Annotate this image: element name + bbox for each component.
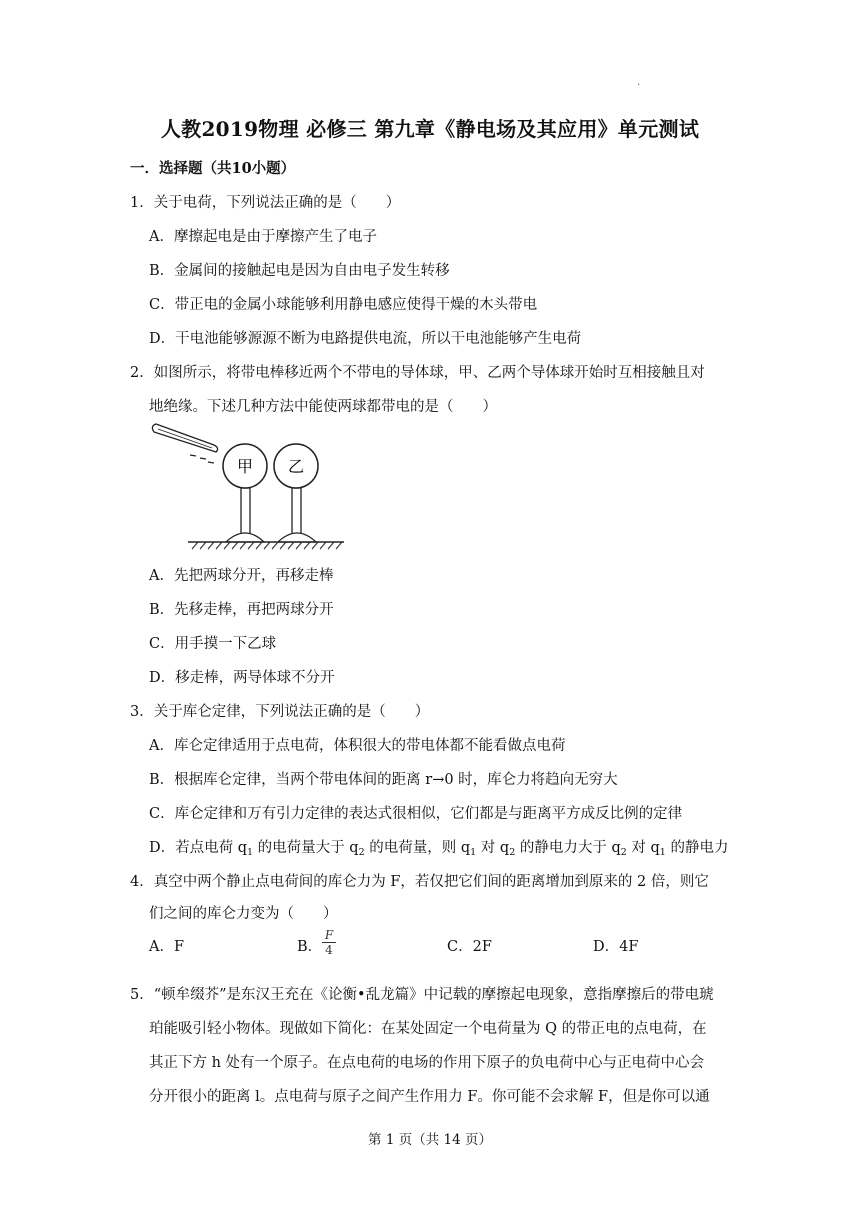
insulating-stands: [226, 488, 316, 542]
question-4-option-b-fraction: [322, 929, 336, 956]
question-2-stem-line-1: 2．如图所示，将带电棒移近两个不带电的导体球，甲、乙两个导体球开始时互相接触且对: [130, 365, 705, 381]
question-4-option-a: A．F: [149, 939, 185, 955]
question-4-option-b-label: B．: [297, 939, 323, 955]
negative-charge-marks: [190, 455, 214, 463]
question-2-option-a: A．先把两球分开，再移走棒: [149, 568, 334, 584]
q3d-sub-2: 2: [358, 847, 365, 858]
q3d-text-4: 对 q: [476, 840, 510, 856]
question-2-option-d: D．移走棒，两导体球不分开: [149, 670, 335, 686]
q3d-text-6: 对 q: [626, 840, 660, 856]
question-3-option-a: A．库仑定律适用于点电荷，体积很大的带电体都不能看做点电荷: [149, 738, 566, 754]
q3d-sub-5: 2: [620, 847, 627, 858]
sphere-yi-label: 乙: [287, 457, 305, 476]
corner-mark: ·: [637, 80, 641, 91]
question-2-figure: [150, 418, 350, 554]
q3d-text-2: 的电荷量大于 q: [253, 840, 359, 856]
question-2-stem-line-2: 地绝缘。下述几种方法中能使两球都带电的是（ ）: [149, 399, 497, 415]
page-footer: 第 1 页（共 14 页）: [368, 1132, 492, 1148]
question-2-option-c: C．用手摸一下乙球: [149, 636, 277, 652]
question-3-option-c: C．库仑定律和万有引力定律的表达式很相似，它们都是与距离平方成反比例的定律: [149, 806, 683, 822]
section-heading: 一．选择题（共10小题）: [130, 160, 296, 177]
q3d-sub-3: 1: [470, 847, 477, 858]
question-1-option-b: B．金属间的接触起电是因为自由电子发生转移: [149, 263, 450, 279]
question-1-option-a: A．摩擦起电是由于摩擦产生了电子: [149, 229, 377, 245]
question-2-option-b: B．先移走棒，再把两球分开: [149, 602, 334, 618]
page-title: 人教2019物理 必修三 第九章《静电场及其应用》单元测试: [160, 117, 700, 141]
question-1-stem: 1．关于电荷，下列说法正确的是（ ）: [130, 195, 401, 211]
question-1-option-c: C．带正电的金属小球能够利用静电感应使得干燥的木头带电: [149, 297, 538, 313]
q3d-text-5: 的静电力大于 q: [515, 840, 621, 856]
question-3-option-d: [149, 836, 728, 858]
question-4-stem-line-1: 4．真空中两个静止点电荷间的库仑力为 F，若仅把它们间的距离增加到原来的 2 倍，则它: [130, 874, 709, 890]
question-5-line-3: 其正下方 h 处有一个原子。在点电荷的电场的作用下原子的负电荷中心与正电荷中心会: [149, 1055, 705, 1071]
question-4-option-c: C．2F: [447, 939, 492, 955]
question-3-option-b: B．根据库仑定律，当两个带电体间的距离 r→0 时，库仑力将趋向无穷大: [149, 772, 618, 788]
question-5-line-1: 5．“顿牟缀芥”是东汉王充在《论衡•乱龙篇》中记载的摩擦起电现象，意指摩擦后的带电琥: [130, 987, 714, 1003]
ground-hatching: [188, 542, 344, 549]
fraction-numerator: F: [324, 928, 334, 942]
q3d-text-3: 的电荷量，则 q: [364, 840, 471, 856]
question-5-line-2: 珀能吸引轻小物体。现做如下简化：在某处固定一个电荷量为 Q 的带正电的点电荷，在: [149, 1021, 707, 1037]
question-5-line-4: 分开很小的距离 l。点电荷与原子之间产生作用力 F。你可能不会求解 F，但是你可以通: [149, 1089, 710, 1105]
q3d-sub-4: 2: [509, 847, 516, 858]
conductor-spheres-diagram: [150, 418, 350, 554]
q3d-text-1: D．若点电荷 q: [149, 840, 248, 856]
question-4-stem-line-2: 们之间的库仑力变为（ ）: [149, 906, 338, 922]
q3d-text-7: 的静电力: [665, 840, 729, 856]
fraction-denominator: 4: [325, 943, 333, 957]
q3d-sub-6: 1: [659, 847, 666, 858]
charged-rod: [152, 424, 217, 452]
question-4-option-d: D．4F: [593, 939, 639, 955]
question-1-option-d: D．干电池能够源源不断为电路提供电流，所以干电池能够产生电荷: [149, 331, 582, 347]
question-3-stem: 3．关于库仑定律，下列说法正确的是（ ）: [130, 704, 430, 720]
q3d-sub-1: 1: [247, 847, 254, 858]
sphere-jia-label: 甲: [236, 457, 254, 476]
